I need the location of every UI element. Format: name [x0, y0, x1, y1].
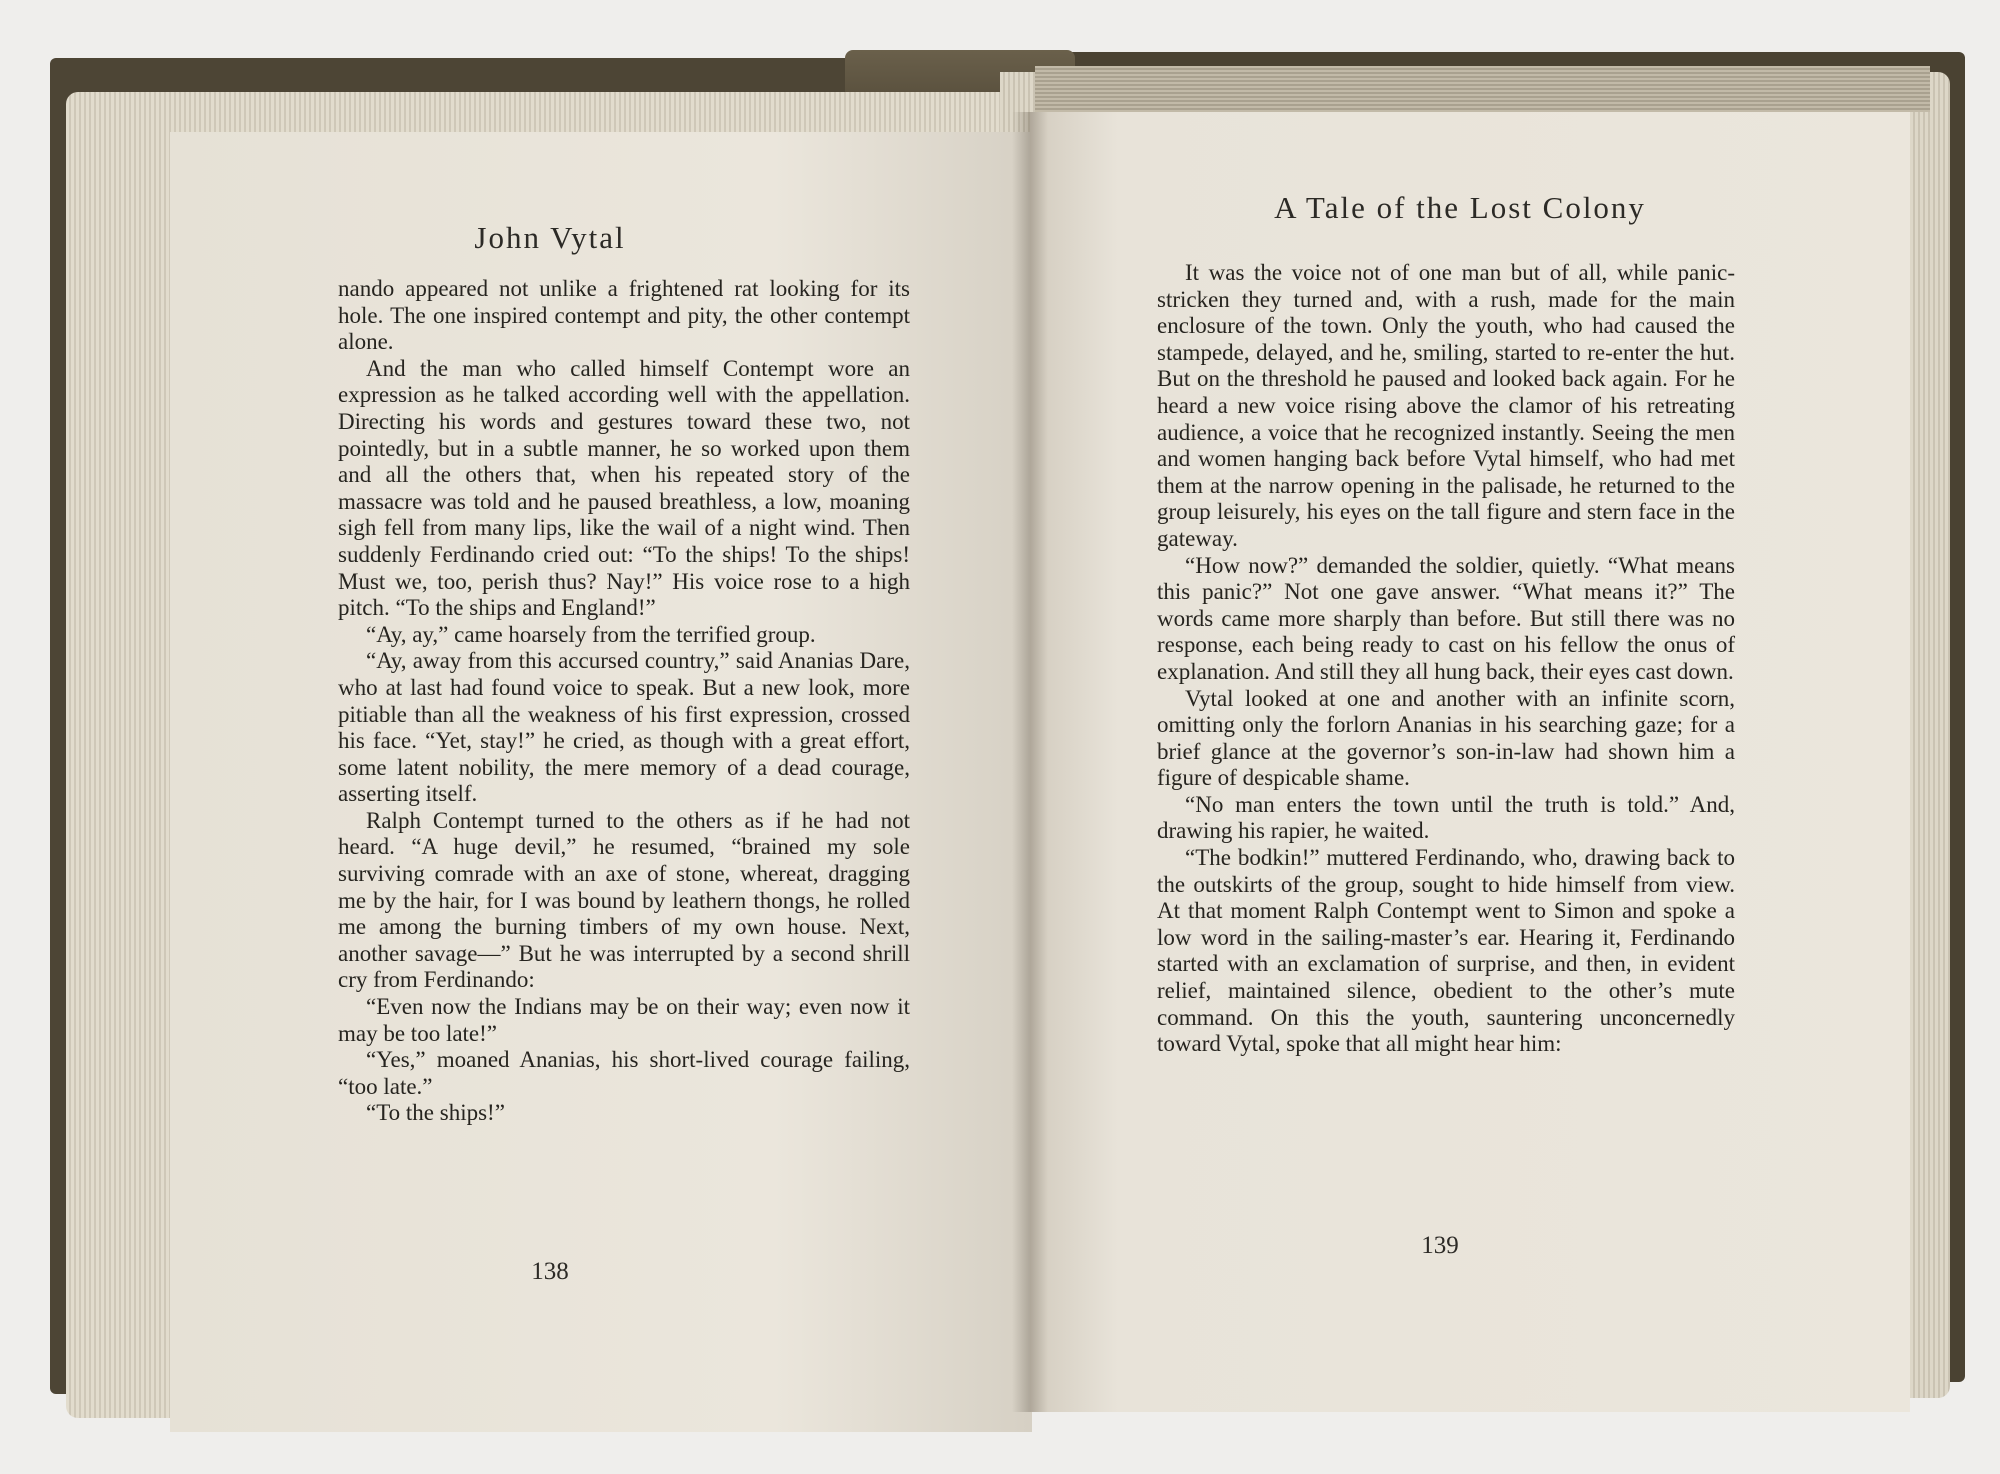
left-running-head: John Vytal [474, 220, 626, 255]
paragraph: “How now?” demanded the soldier, quietly. “What means this panic?” Not one gave answer. “What means it?” The words came more sharply than before. But still there was no response, each being ready to cast on his fellow the onus of explanation. And still they all hung back, their eyes cast down. [1157, 552, 1735, 684]
paragraph: Ralph Contempt turned to the others as if he had not heard. “A huge devil,” he resumed, “brained my sole surviving comrade with an axe of stone, whereat, dragging me by the hair, for I was bound by leathern thongs, he rolled me among the burning timbers of my own house. Next, another savage—” But he was interrupted by a second shrill cry from Ferdinando: [338, 807, 910, 993]
book-gutter [1012, 112, 1048, 1412]
paragraph: “Even now the Indians may be on their way; even now it may be too late!” [338, 994, 910, 1046]
paragraph: “Ay, away from this accursed country,” said Ananias Dare, who at last had found voice to speak. But a new look, more pitiable than all the weakness of his first expression, crossed his face. “Yet, stay!” he cried, as though with a great effort, some latent nobility, the mere memory of a dead courage, asserting itself. [338, 648, 910, 807]
paragraph: “No man enters the town until the truth is told.” And, drawing his rapier, he waited. [1157, 791, 1735, 844]
right-page-text [1157, 260, 1735, 1058]
paragraph: “Ay, ay,” came hoarsely from the terrified group. [366, 621, 816, 647]
paragraph: “To the ships!” [366, 1100, 505, 1126]
right-page-number: 139 [1421, 1232, 1459, 1259]
paragraph: Vytal looked at one and another with an infinite scorn, omitting only the forlorn Ananias in his searching gaze; for a brief glance at the governor’s son-in-law had shown him a figure of despicable shame. [1157, 685, 1735, 791]
right-page [1030, 112, 1910, 1412]
page-edges-top [1035, 66, 1930, 112]
paragraph: nando appeared not unlike a frightened rat looking for its hole. The one inspired contempt and pity, the other contempt alone. [338, 276, 910, 355]
paragraph: It was the voice not of one man but of all, while panic-stricken they turned and, with a rush, made for the main enclosure of the town. Only the youth, who had caused the stampede, delayed, and he, smiling, started to re-enter the hut. But on the threshold he paused and looked back again. For he heard a new voice rising above the clamor of his retreating audience, a voice that he recognized instantly. Seeing the men and women hanging back before Vytal himself, who had met them at the narrow opening in the palisade, he returned to the group leisurely, his eyes on the tall figure and stern face in the gateway. [1157, 260, 1735, 551]
left-page [170, 132, 1032, 1432]
left-page-number: 138 [531, 1258, 569, 1285]
paragraph: “The bodkin!” muttered Ferdinando, who, drawing back to the outskirts of the group, sought to hide himself from view. At that moment Ralph Contempt went to Simon and spoke a low word in the sailing-master’s ear. Hearing it, Ferdinando started with an exclamation of surprise, and then, in evident relief, maintained silence, obedient to the other’s mute command. On this the youth, sauntering unconcernedly toward Vytal, spoke that all might hear him: [1157, 845, 1735, 1057]
right-running-head: A Tale of the Lost Colony [1274, 190, 1646, 225]
paragraph: “Yes,” moaned Ananias, his short-lived courage failing, “too late.” [338, 1047, 910, 1099]
paragraph: And the man who called himself Contempt wore an expression as he talked according well with the appellation. Directing his words and gestures toward these two, not pointedly, but in a subtle manner, he so worked upon them and all the others that, when his repeated story of the massacre was told and he paused breathless, a low, moaning sigh fell from many lips, like the wail of a night wind. Then suddenly Ferdinando cried out: “To the ships! To the ships! Must we, too, perish thus? Nay!” His voice rose to a high pitch. “To the ships and England!” [338, 355, 910, 621]
left-page-text [338, 276, 910, 1127]
